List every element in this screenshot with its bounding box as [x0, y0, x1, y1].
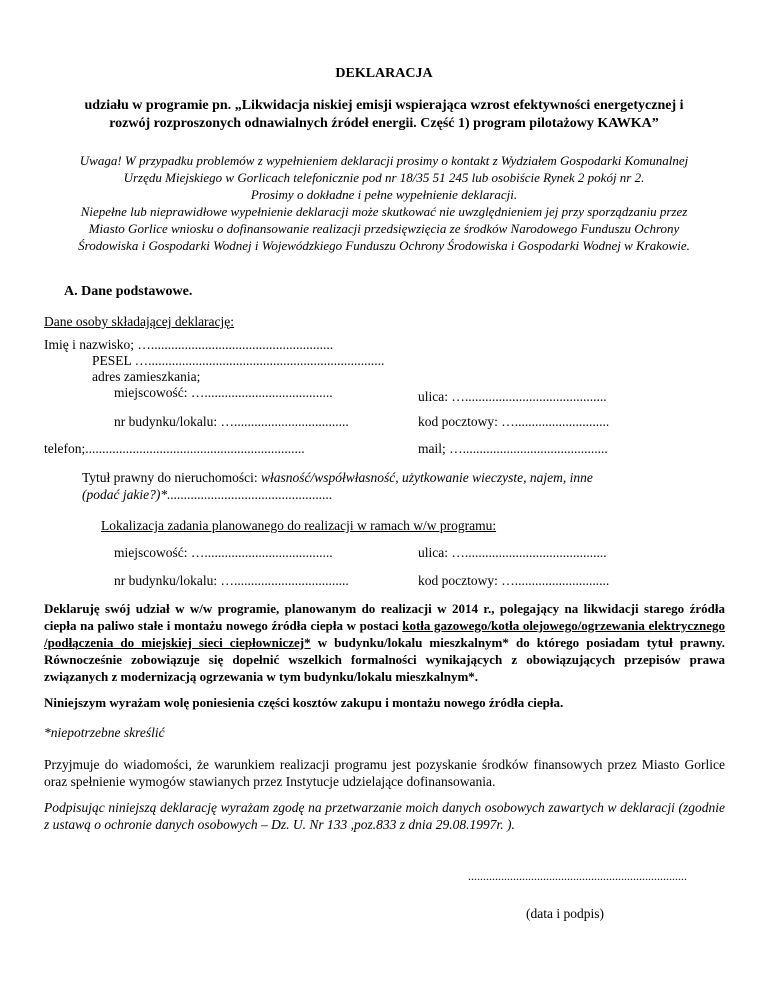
- notice-line: Miasto Gorlice wniosku o dofinansowanie realizacji przedsięwzięcia ze środków Narodowego Funduszu Ochrony: [88, 221, 680, 236]
- legal-title-options[interactable]: własność/współwłasność, użytkowanie wieczyste, najem, inne: [261, 470, 593, 485]
- subtitle-line-2: rozwój rozproszonych odnawialnych źródeł energii. Część 1) program pilotażowy KAWKA”: [109, 116, 659, 131]
- consent-paragraph: Podpisując niniejszą deklarację wyrażam zgodę na przetwarzanie moich danych osobowych zawartych w deklaracji (zgodnie z ustawą o ochronie danych osobowych – Dz. U. Nr 133 ,poz.833 z dnia 29.08.1997r. ).: [44, 800, 725, 832]
- program-subtitle: [40, 97, 728, 133]
- legal-title-other-field[interactable]: (podać jakie?)*.................................................: [82, 487, 333, 502]
- legal-title-line: [82, 470, 593, 486]
- applicant-heading: Dane osoby składającej deklarację:: [44, 314, 235, 329]
- declaration-text-1: Deklaruję swój udział w w/w programie, planowanym do realizacji w 2014 r., polegający na likwidacji starego źródła ciepła na paliwo stałe i montażu nowego źródła ciepła w postaci: [44, 601, 725, 633]
- location-building-field[interactable]: nr budynku/lokalu: …..................................: [114, 573, 349, 588]
- heating-options[interactable]: kotła gazowego/kotła olejowego/ogrzewania elektrycznego /podłączenia do miejskiej sieci ciepłowniczej*: [44, 618, 725, 650]
- notice-line: Urzędu Miejskiego w Gorlicach telefonicznie pod nr 18/35 51 245 lub osobiście Rynek 2 pokój nr 2.: [123, 170, 645, 185]
- notice-block: [24, 152, 744, 254]
- declaration-paragraph: [44, 600, 725, 685]
- building-field[interactable]: nr budynku/lokalu: …..................................: [114, 414, 349, 429]
- notice-line: Środowiska i Gospodarki Wodnej i Wojewódzkiego Funduszu Ochrony Środowiska i Gospodarki Wodnej w Krakowie.: [78, 238, 690, 253]
- city-field[interactable]: miejscowość: …......................................: [114, 385, 333, 400]
- notice-line: Prosimy o dokładne i pełne wypełnienie deklaracji.: [250, 187, 518, 202]
- location-street-field[interactable]: ulica: …..........................................: [418, 545, 607, 560]
- postcode-field[interactable]: kod pocztowy: …............................: [418, 414, 610, 429]
- cost-statement: Niniejszym wyrażam wolę poniesienia części kosztów zakupu i montażu nowego źródła ciepła.: [44, 695, 564, 710]
- signature-line[interactable]: .........................................................................: [468, 869, 687, 883]
- legal-title-label: Tytuł prawny do nieruchomości:: [82, 470, 262, 485]
- address-label: adres zamieszkania;: [92, 369, 201, 384]
- notice-line: Niepełne lub nieprawidłowe wypełnienie deklaracji może skutkować nie uwzględnieniem jej przy sporządzaniu przez: [80, 204, 688, 219]
- name-field[interactable]: Imię i nazwisko; …......................................................: [44, 337, 334, 352]
- phone-field[interactable]: telefon;.................................................................: [44, 441, 305, 456]
- declaration-text-2: w budynku/lokalu mieszkalnym* do którego posiadam tytuł prawny. Równocześnie zobowiązuje się dopełnić wszelkich formalności wynikających z obowiązujących przepisów prawa związanych z modernizacją ogrzewania w tym budynku/lokalu mieszkalnym*.: [44, 635, 725, 684]
- pesel-field[interactable]: PESEL …......................................................................: [92, 353, 385, 368]
- location-city-field[interactable]: miejscowość: …......................................: [114, 545, 333, 560]
- footnote: *niepotrzebne skreślić: [44, 725, 165, 740]
- location-postcode-field[interactable]: kod pocztowy: …............................: [418, 573, 610, 588]
- notice-line: Uwaga! W przypadku problemów z wypełnieniem deklaracji prosimy o kontakt z Wydziałem Gospodarki Komunalnej: [79, 153, 689, 168]
- info-paragraph: Przyjmuje do wiadomości, że warunkiem realizacji programu jest pozyskanie środków finansowych przez Miasto Gorlice oraz spełnienie wymogów stawianych przez Instytucje udzielające dofinansowania.: [44, 757, 725, 789]
- signature-label: (data i podpis): [526, 906, 604, 921]
- location-heading: Lokalizacja zadania planowanego do realizacji w ramach w/w programu:: [101, 518, 497, 533]
- mail-field[interactable]: mail; …...........................................: [418, 441, 608, 456]
- subtitle-line-1: udziału w programie pn. „Likwidacja niskiej emisji wspierająca wzrost efektywności energetycznej i: [84, 98, 684, 113]
- document-title: DEKLARACJA: [335, 66, 433, 81]
- street-field[interactable]: ulica: …..........................................: [418, 389, 607, 404]
- section-a-heading: A. Dane podstawowe.: [64, 284, 193, 299]
